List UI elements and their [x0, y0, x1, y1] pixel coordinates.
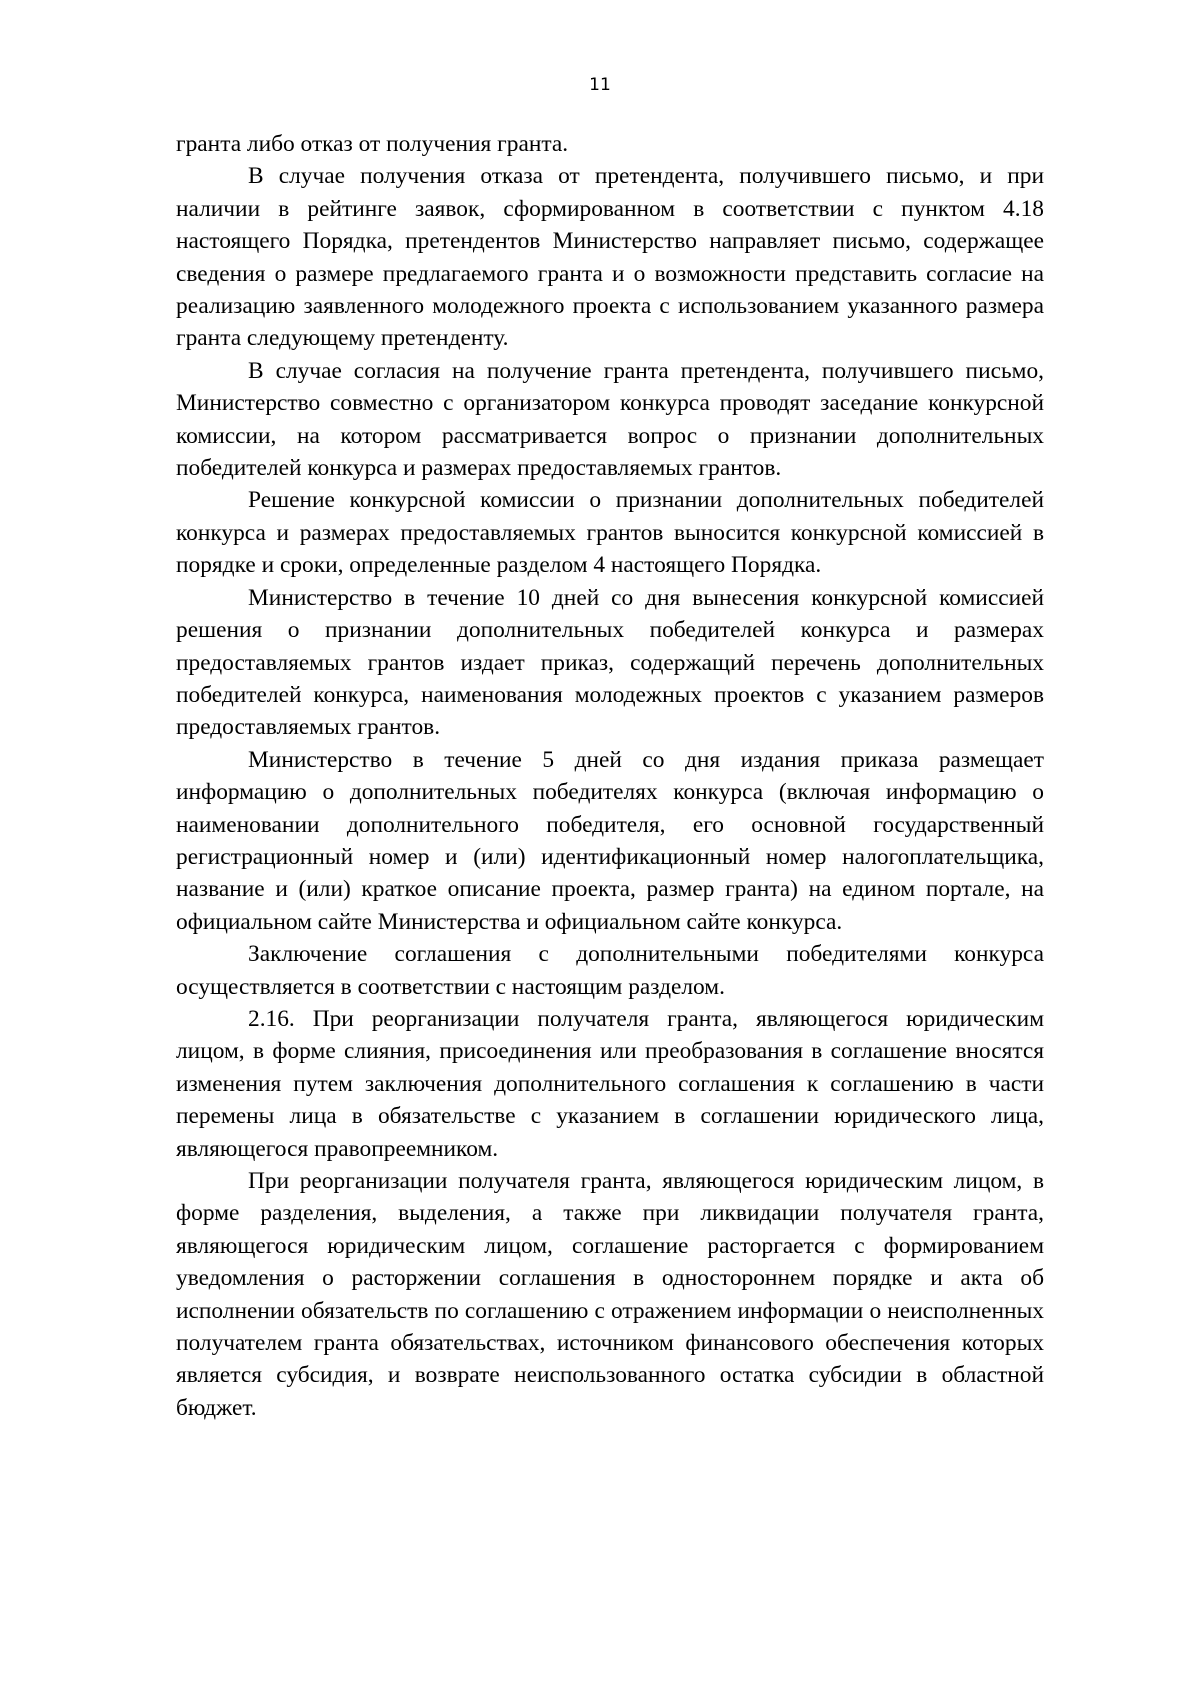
paragraph: В случае получения отказа от претендента, получившего письмо, и при наличии в рейтинге заявок, сформированном в соответствии с пунктом 4.18 настоящего Порядка, претендентов Министерство направляет письмо, содержащее сведения о размере предлагаемого гранта и о возможности представить согласие на реализацию заявленного молодежного проекта с использованием указанного размера гранта следующему претенденту. [176, 163, 1044, 352]
paragraph: Заключение соглашения с дополнительными победителями конкурса осуществляется в соответствии с настоящим разделом. [176, 941, 1044, 1000]
paragraph: При реорганизации получателя гранта, являющегося юридическим лицом, в форме разделения, выделения, а также при ликвидации получателя гранта, являющегося юридическим лицом, соглашение расторгается с формированием уведомления о расторжении соглашения в одностороннем порядке и акта об исполнении обязательств по соглашению с отражением информации о неисполненных получателем гранта обязательствах, источником финансового обеспечения которых является субсидия, и возврате неиспользованного остатка субсидии в областной бюджет. [176, 1168, 1044, 1421]
paragraph: Министерство в течение 10 дней со дня вынесения конкурсной комиссией решения о признании дополнительных победителей конкурса и размерах предоставляемых грантов издает приказ, содержащий перечень дополнительных победителей конкурса, наименования молодежных проектов с указанием размеров предоставляемых грантов. [176, 584, 1044, 741]
document-body [176, 128, 1044, 1424]
paragraph: гранта либо отказ от получения гранта. [176, 131, 569, 157]
paragraph: 2.16. При реорганизации получателя гранта, являющегося юридическим лицом, в форме слияния, присоединения или преобразования в соглашение вносятся изменения путем заключения дополнительного соглашения к соглашению в части перемены лица в обязательстве с указанием в соглашении юридического лица, являющегося правопреемником. [176, 1005, 1044, 1162]
page-number: 11 [589, 75, 611, 95]
paragraph: Решение конкурсной комиссии о признании дополнительных победителей конкурса и размерах предоставляемых грантов выносится конкурсной комиссией в порядке и сроки, определенные разделом 4 настоящего Порядка. [176, 487, 1044, 579]
paragraph: Министерство в течение 5 дней со дня издания приказа размещает информацию о дополнительных победителях конкурса (включая информацию о наименовании дополнительного победителя, его основной государственный регистрационный номер и (или) идентификационный номер налогоплательщика, название и (или) краткое описание проекта, размер гранта) на едином портале, на официальном сайте Министерства и официальном сайте конкурса. [176, 746, 1044, 935]
paragraph: В случае согласия на получение гранта претендента, получившего письмо, Министерство совместно с организатором конкурса проводят заседание конкурсной комиссии, на котором рассматривается вопрос о признании дополнительных победителей конкурса и размерах предоставляемых грантов. [176, 357, 1044, 482]
